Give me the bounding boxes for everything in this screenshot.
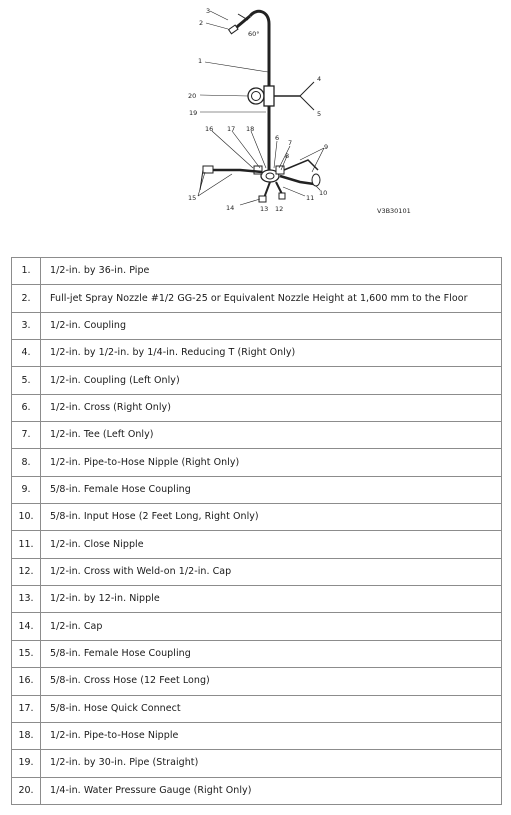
part-description: 1/2-in. by 30-in. Pipe (Straight) bbox=[41, 750, 502, 777]
callout-6: 6 bbox=[275, 134, 280, 142]
part-description: 5/8-in. Female Hose Coupling bbox=[41, 476, 502, 503]
table-row bbox=[12, 394, 502, 421]
part-number: 10. bbox=[12, 504, 41, 531]
part-number: 14. bbox=[12, 613, 41, 640]
part-number: 2. bbox=[12, 285, 41, 312]
callout-1: 1 bbox=[198, 57, 203, 65]
table-row bbox=[12, 777, 502, 804]
part-number: 7. bbox=[12, 422, 41, 449]
part-number: 6. bbox=[12, 394, 41, 421]
callout-10: 10 bbox=[319, 189, 328, 197]
part-number: 16. bbox=[12, 668, 41, 695]
table-row bbox=[12, 367, 502, 394]
part-number: 8. bbox=[12, 449, 41, 476]
part-number: 9. bbox=[12, 476, 41, 503]
part-number: 15. bbox=[12, 640, 41, 667]
part-description: 1/4-in. Water Pressure Gauge (Right Only) bbox=[41, 777, 502, 804]
table-row bbox=[12, 586, 502, 613]
table-row bbox=[12, 722, 502, 749]
table-row bbox=[12, 750, 502, 777]
part-number: 12. bbox=[12, 558, 41, 585]
table-row bbox=[12, 558, 502, 585]
part-number: 5. bbox=[12, 367, 41, 394]
callout-8: 8 bbox=[285, 152, 290, 160]
callout-12: 12 bbox=[275, 205, 284, 213]
table-row bbox=[12, 285, 502, 312]
callout-15: 15 bbox=[188, 194, 197, 202]
part-description: 1/2-in. by 1/2-in. by 1/4-in. Reducing T (Right Only) bbox=[41, 340, 502, 367]
part-number: 3. bbox=[12, 312, 41, 339]
callout-2: 2 bbox=[199, 19, 204, 27]
callout-13: 13 bbox=[260, 205, 269, 213]
table-row bbox=[12, 695, 502, 722]
callout-17: 17 bbox=[227, 125, 236, 133]
callout-14: 14 bbox=[226, 204, 235, 212]
callout-angle: 60° bbox=[248, 30, 260, 38]
table-row bbox=[12, 312, 502, 339]
callout-16: 16 bbox=[205, 125, 214, 133]
callout-4: 4 bbox=[317, 75, 322, 83]
table-row bbox=[12, 640, 502, 667]
figure-id: V3B30101 bbox=[377, 207, 411, 215]
table-row bbox=[12, 258, 502, 285]
part-description: 1/2-in. Close Nipple bbox=[41, 531, 502, 558]
part-description: 5/8-in. Hose Quick Connect bbox=[41, 695, 502, 722]
callout-11: 11 bbox=[306, 194, 315, 202]
table-row bbox=[12, 340, 502, 367]
part-description: 5/8-in. Cross Hose (12 Feet Long) bbox=[41, 668, 502, 695]
table-row bbox=[12, 668, 502, 695]
part-number: 17. bbox=[12, 695, 41, 722]
spray-assembly-diagram bbox=[0, 0, 511, 222]
part-number: 1. bbox=[12, 258, 41, 285]
part-description: 1/2-in. Cap bbox=[41, 613, 502, 640]
part-description: 1/2-in. Tee (Left Only) bbox=[41, 422, 502, 449]
part-number: 13. bbox=[12, 586, 41, 613]
part-description: 1/2-in. Cross (Right Only) bbox=[41, 394, 502, 421]
part-description: 1/2-in. by 36-in. Pipe bbox=[41, 258, 502, 285]
table-row bbox=[12, 504, 502, 531]
callout-20: 20 bbox=[188, 92, 197, 100]
callout-3: 3 bbox=[206, 7, 211, 15]
part-description: 5/8-in. Female Hose Coupling bbox=[41, 640, 502, 667]
callout-5: 5 bbox=[317, 110, 322, 118]
part-description: 1/2-in. Pipe-to-Hose Nipple (Right Only) bbox=[41, 449, 502, 476]
callout-7: 7 bbox=[288, 139, 293, 147]
part-number: 4. bbox=[12, 340, 41, 367]
callout-19: 19 bbox=[189, 109, 198, 117]
part-description: 1/2-in. Pipe-to-Hose Nipple bbox=[41, 722, 502, 749]
part-number: 19. bbox=[12, 750, 41, 777]
callout-9: 9 bbox=[324, 143, 329, 151]
part-description: 5/8-in. Input Hose (2 Feet Long, Right Only) bbox=[41, 504, 502, 531]
part-description: Full-jet Spray Nozzle #1/2 GG-25 or Equivalent Nozzle Height at 1,600 mm to the Floor bbox=[41, 285, 502, 312]
part-number: 20. bbox=[12, 777, 41, 804]
table-row bbox=[12, 613, 502, 640]
table-row bbox=[12, 476, 502, 503]
part-number: 11. bbox=[12, 531, 41, 558]
part-description: 1/2-in. by 12-in. Nipple bbox=[41, 586, 502, 613]
table-row bbox=[12, 449, 502, 476]
spray-assembly-figure bbox=[0, 0, 511, 222]
table-row bbox=[12, 531, 502, 558]
part-description: 1/2-in. Coupling (Left Only) bbox=[41, 367, 502, 394]
part-number: 18. bbox=[12, 722, 41, 749]
table-row bbox=[12, 422, 502, 449]
parts-table bbox=[11, 257, 502, 805]
callout-18: 18 bbox=[246, 125, 255, 133]
part-description: 1/2-in. Cross with Weld-on 1/2-in. Cap bbox=[41, 558, 502, 585]
part-description: 1/2-in. Coupling bbox=[41, 312, 502, 339]
